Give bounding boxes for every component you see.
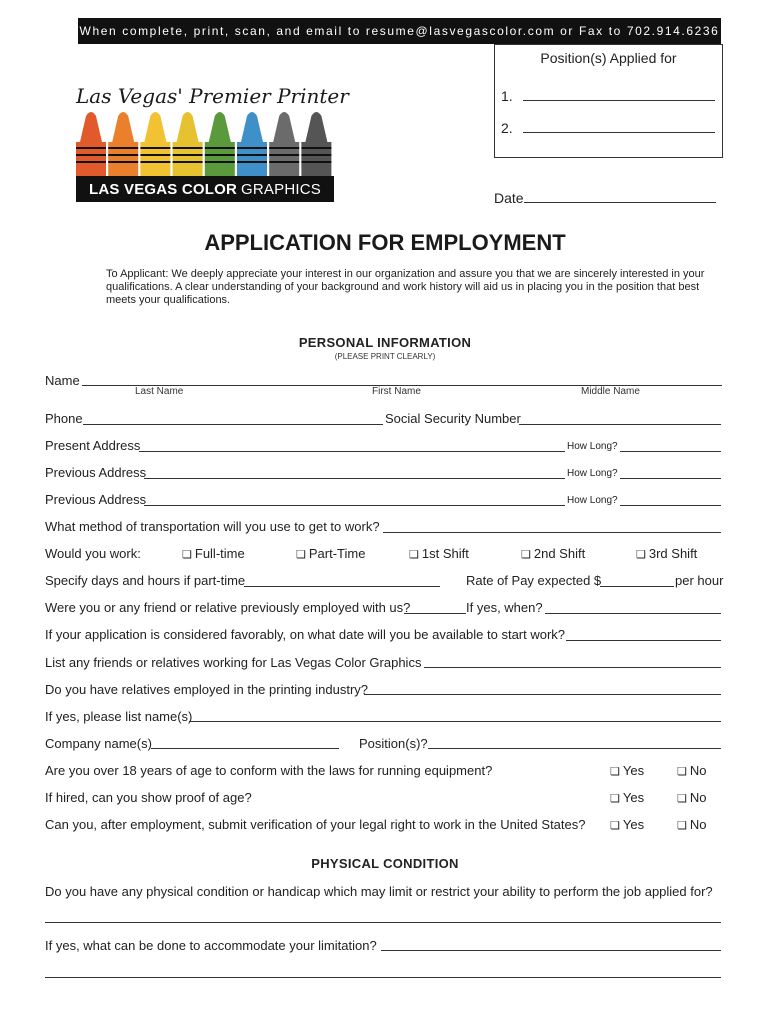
position-2-field[interactable] [523, 118, 715, 133]
rate-of-pay-field[interactable] [600, 586, 674, 587]
accommodate-extra-field[interactable] [45, 977, 721, 978]
crayon-icon [237, 112, 267, 176]
crayon-icon [108, 112, 138, 176]
date-field[interactable] [524, 188, 716, 203]
instructions-text: When complete, print, scan, and email to resume@lasvegascolor.com or Fax to 702.914.6236 [79, 24, 720, 38]
form-title: APPLICATION FOR EMPLOYMENT [204, 230, 566, 255]
logo-company-light: GRAPHICS [241, 180, 321, 198]
crayon-icon [140, 112, 170, 176]
previous-1-how-long-field[interactable] [620, 478, 721, 479]
proof-of-age-yes-checkbox[interactable]: ❏ Yes [610, 790, 645, 805]
previous-2-how-long-label: How Long? [567, 495, 618, 506]
previous-address-2-field[interactable] [144, 505, 565, 506]
relatives-printing-field[interactable] [364, 694, 721, 695]
date-row [494, 188, 716, 206]
accommodate-label: If yes, what can be done to accommodate your limitation? [45, 938, 377, 953]
checkbox-icon: ❏ [636, 549, 646, 561]
friends-relatives-field[interactable] [424, 667, 721, 668]
if-yes-names-field[interactable] [189, 721, 721, 722]
company-names-field[interactable] [151, 748, 339, 749]
legal-right-yes-checkbox[interactable]: ❏ Yes [610, 817, 645, 832]
start-date-label: If your application is considered favorably, on what date will you be available to start work? [45, 627, 566, 642]
third-shift-checkbox[interactable]: ❏ 3rd Shift [636, 546, 698, 561]
checkbox-icon: ❏ [521, 549, 531, 561]
crayon-icon [76, 112, 106, 176]
positions-title: Position(s) Applied for [540, 50, 677, 66]
crayon-icon [205, 112, 235, 176]
part-time-checkbox[interactable]: ❏ Part-Time [296, 546, 366, 561]
position-1-row [501, 86, 715, 104]
previous-1-how-long-label: How Long? [567, 468, 618, 479]
ssn-field[interactable] [519, 424, 721, 425]
checkbox-icon: ❏ [677, 793, 687, 805]
relatives-printing-label: Do you have relatives employed in the printing industry? [45, 682, 369, 697]
present-how-long-field[interactable] [620, 451, 721, 452]
previous-address-1-field[interactable] [144, 478, 565, 479]
positions-label: Position(s)? [359, 736, 428, 751]
per-hour-label: per hour [675, 573, 724, 588]
previously-employed-field[interactable] [404, 613, 466, 614]
part-time-hours-label: Specify days and hours if part-time [45, 573, 246, 588]
checkbox-icon: ❏ [296, 549, 306, 561]
checkbox-icon: ❏ [610, 766, 620, 778]
transportation-label: What method of transportation will you use to get to work? [45, 519, 380, 534]
physical-answer-field[interactable] [45, 922, 721, 923]
phone-field[interactable] [83, 424, 383, 425]
checkbox-icon: ❏ [677, 820, 687, 832]
first-name-label: First Name [372, 386, 421, 397]
previous-address-1-label: Previous Address [45, 465, 147, 480]
over-18-no-checkbox[interactable]: ❏ No [677, 763, 707, 778]
middle-name-label: Middle Name [581, 386, 640, 397]
present-address-field[interactable] [139, 451, 565, 452]
checkbox-icon: ❏ [610, 793, 620, 805]
checkbox-icon: ❏ [610, 820, 620, 832]
rate-of-pay-label: Rate of Pay expected $ [466, 573, 602, 588]
legal-right-no-checkbox[interactable]: ❏ No [677, 817, 707, 832]
personal-section-title: PERSONAL INFORMATION [298, 335, 472, 350]
positions-field[interactable] [428, 748, 721, 749]
physical-section-title: PHYSICAL CONDITION [311, 856, 459, 871]
if-yes-when-label: If yes, when? [466, 600, 543, 615]
crayon-icon [301, 112, 331, 176]
name-label: Name [45, 373, 80, 388]
crayons-logo-icon [76, 108, 334, 176]
logo-banner [76, 176, 334, 202]
second-shift-checkbox[interactable]: ❏ 2nd Shift [521, 546, 586, 561]
legal-right-label: Can you, after employment, submit verification of your legal right to work in the United States? [45, 817, 586, 832]
logo-company-bold: LAS VEGAS COLOR [89, 180, 238, 198]
position-2-row [501, 118, 715, 136]
date-label: Date [494, 190, 524, 206]
friends-relatives-label: List any friends or relatives working for Las Vegas Color Graphics [45, 655, 422, 670]
position-1-field[interactable] [523, 86, 715, 101]
previous-2-how-long-field[interactable] [620, 505, 721, 506]
instructions-bar [78, 18, 721, 44]
over-18-yes-checkbox[interactable]: ❏ Yes [610, 763, 645, 778]
checkbox-icon: ❏ [677, 766, 687, 778]
last-name-label: Last Name [135, 386, 184, 397]
physical-question-label: Do you have any physical condition or handicap which may limit or restrict your ability to perform the job applied for? [45, 884, 713, 899]
start-date-field[interactable] [566, 640, 721, 641]
phone-label: Phone [45, 411, 83, 426]
checkbox-icon: ❏ [182, 549, 192, 561]
checkbox-icon: ❏ [409, 549, 419, 561]
previously-employed-label: Were you or any friend or relative previously employed with us? [45, 600, 411, 615]
transportation-field[interactable] [383, 532, 721, 533]
part-time-hours-field[interactable] [244, 586, 440, 587]
ssn-label: Social Security Number [385, 411, 521, 426]
first-shift-checkbox[interactable]: ❏ 1st Shift [409, 546, 469, 561]
position-2-label: 2. [501, 120, 513, 136]
present-how-long-label: How Long? [567, 441, 618, 452]
accommodate-field[interactable] [381, 950, 721, 951]
would-you-work-label: Would you work: [45, 546, 141, 561]
crayon-icon [269, 112, 299, 176]
company-names-label: Company name(s) [45, 736, 152, 751]
full-time-checkbox[interactable]: ❏ Full-time [182, 546, 245, 561]
if-yes-names-label: If yes, please list name(s) [45, 709, 193, 724]
logo-tagline: Las Vegas' Premier Printer [76, 84, 349, 108]
position-1-label: 1. [501, 88, 513, 104]
present-address-label: Present Address [45, 438, 141, 453]
over-18-label: Are you over 18 years of age to conform with the laws for running equipment? [45, 763, 493, 778]
previous-address-2-label: Previous Address [45, 492, 147, 507]
if-yes-when-field[interactable] [545, 613, 721, 614]
proof-of-age-label: If hired, can you show proof of age? [45, 790, 252, 805]
intro-text: To Applicant: We deeply appreciate your interest in our organization and assure you that we are sincerely interested in your qualifications. A clear understanding of your background and work history will aid us in placing you in the position that best meets your qualifications. [106, 268, 705, 306]
crayon-icon [173, 112, 203, 176]
proof-of-age-no-checkbox[interactable]: ❏ No [677, 790, 707, 805]
personal-section-subtitle: (PLEASE PRINT CLEARLY) [334, 352, 436, 361]
